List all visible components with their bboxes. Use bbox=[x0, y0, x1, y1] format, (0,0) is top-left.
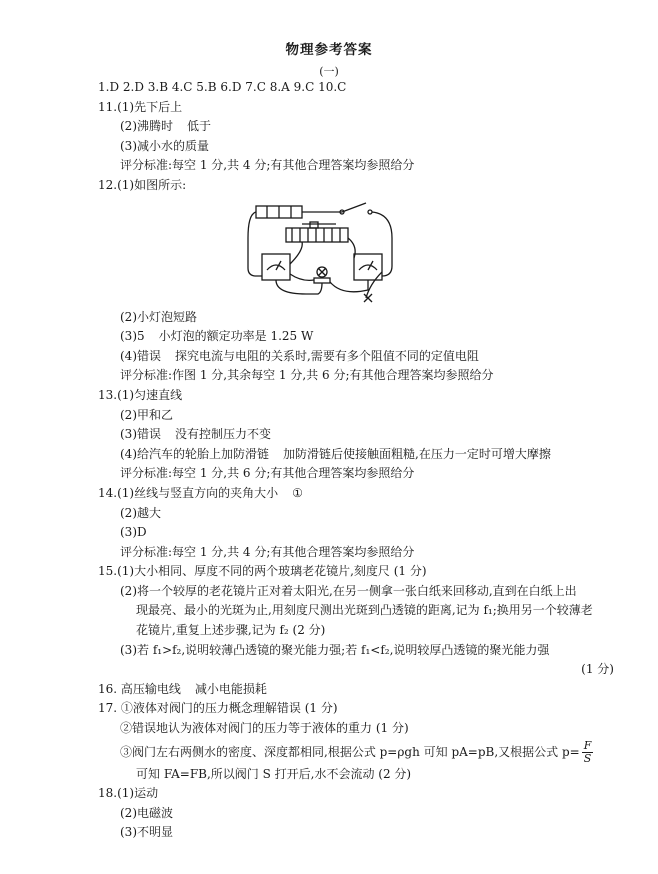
q11-line-1: 11.(1)先下后上 bbox=[98, 99, 183, 114]
q18-line-1: 18.(1)运动 bbox=[98, 786, 159, 801]
q14-answer-1a: 14.(1)丝线与竖直方向的夹角大小 bbox=[98, 485, 279, 500]
q13-answer-4b: 加防滑链后使接触面粗糙,在压力一定时可增大摩擦 bbox=[283, 446, 551, 461]
q16-answer-b: 减小电能损耗 bbox=[194, 681, 267, 696]
q14-answer-1b: ① bbox=[292, 485, 303, 500]
q12-answer-3a: (3)5 bbox=[120, 329, 145, 344]
q17-line-4: 可知 FA=FB,所以阀门 S 打开后,水不会流动 (2 分) bbox=[136, 766, 412, 781]
q17-line-2: ②错误地认为液体对阀门的压力等于液体的重力 (1 分) bbox=[120, 721, 409, 736]
q13-line-4 bbox=[98, 445, 618, 465]
q12-line-3 bbox=[98, 327, 618, 347]
q14-scoring: 评分标准:每空 1 分,共 4 分;有其他合理答案均参照给分 bbox=[120, 544, 415, 559]
q13-line-2: (2)甲和乙 bbox=[120, 407, 173, 422]
page-title: 物理参考答案 bbox=[285, 42, 373, 58]
q13-answer-4a: (4)给汽车的轮胎上加防滑链 bbox=[120, 446, 269, 461]
q11-scoring: 评分标准:每空 1 分,共 4 分;有其他合理答案均参照给分 bbox=[120, 158, 415, 173]
q15-line-5: (3)若 f₁>f₂,说明较薄凸透镜的聚光能力强;若 f₁<f₂,说明较厚凸透镜的聚光能力强 bbox=[120, 642, 550, 657]
q12-line-4 bbox=[98, 347, 618, 367]
q18-line-2: (2)电磁波 bbox=[120, 805, 173, 820]
q14-line-1 bbox=[98, 484, 618, 504]
q17-answer-3: ③阀门左右两侧水的密度、深度都相同,根据公式 p=ρgh 可知 pA=pB,又根据公式 p= bbox=[120, 744, 580, 759]
q13-line-1: 13.(1)匀速直线 bbox=[98, 387, 183, 402]
q13-answer-3b: 没有控制压力不变 bbox=[175, 427, 272, 442]
q11-line-2 bbox=[98, 117, 618, 137]
q15-line-4: 花镜片,重复上述步骤,记为 f₂ (2 分) bbox=[136, 623, 326, 638]
q12-line-1: 12.(1)如图所示: bbox=[98, 177, 187, 192]
q15-line-1: 15.(1)大小相同、厚度不同的两个玻璃老花镜片,刻度尺 (1 分) bbox=[98, 564, 427, 579]
q16-answer-a: 16. 高压输电线 bbox=[98, 681, 181, 696]
multiple-choice-answers: 1.D 2.D 3.B 4.C 5.B 6.D 7.C 8.A 9.C 10.C bbox=[98, 80, 347, 94]
answer-body bbox=[98, 78, 618, 843]
q12-answer-4b: 探究电流与电阻的关系时,需要有多个阻值不同的定值电阻 bbox=[175, 348, 479, 363]
fraction-numerator: F bbox=[583, 738, 592, 752]
q14-line-3: (3)D bbox=[120, 525, 147, 540]
q12-answer-4a: (4)错误 bbox=[120, 348, 161, 363]
q13-answer-3a: (3)错误 bbox=[120, 427, 161, 442]
section-label: (一) bbox=[319, 65, 339, 78]
q15-line-2: (2)将一个较厚的老花镜片正对着太阳光,在另一侧拿一张白纸来回移动,直到在白纸上出 bbox=[120, 583, 577, 598]
q12-scoring: 评分标准:作图 1 分,其余每空 1 分,共 6 分;有其他合理答案均参照给分 bbox=[120, 368, 494, 383]
circuit-drawing bbox=[246, 198, 396, 306]
q15-line-3: 现最亮、最小的光斑为止,用刻度尺测出光斑到凸透镜的距离,记为 f₁;换用另一个较薄老 bbox=[136, 603, 593, 618]
q17-line-1: 17. ①液体对阀门的压力概念理解错误 (1 分) bbox=[98, 701, 338, 716]
fraction-f-over-s bbox=[582, 740, 594, 765]
circuit-diagram bbox=[98, 196, 618, 308]
q15-line-6: (1 分) bbox=[581, 662, 614, 677]
q12-line-2: (2)小灯泡短路 bbox=[120, 309, 197, 324]
q11-answer-2b: 低于 bbox=[187, 119, 212, 134]
q12-answer-3b: 小灯泡的额定功率是 1.25 W bbox=[158, 329, 314, 344]
q16-line bbox=[98, 680, 618, 700]
q18-line-3: (3)不明显 bbox=[120, 825, 173, 840]
q14-line-2: (2)越大 bbox=[120, 505, 161, 520]
q11-line-3: (3)减小水的质量 bbox=[120, 138, 209, 153]
q11-answer-2a: (2)沸腾时 bbox=[120, 119, 173, 134]
q17-line-3 bbox=[98, 739, 618, 765]
q13-line-3 bbox=[98, 425, 618, 445]
q13-scoring: 评分标准:每空 1 分,共 6 分;有其他合理答案均参照给分 bbox=[120, 466, 415, 481]
fraction-denominator: S bbox=[583, 751, 592, 765]
